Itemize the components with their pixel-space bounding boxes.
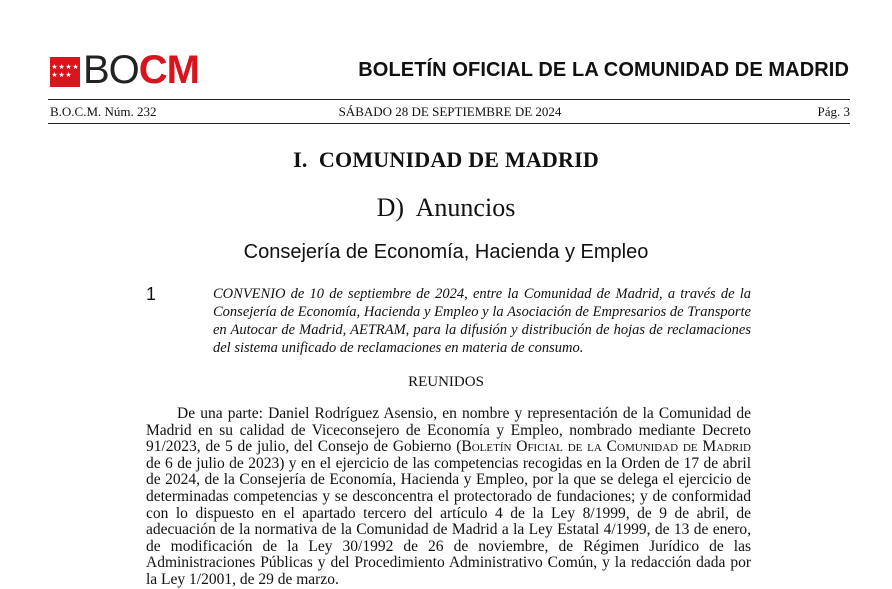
flag-star-icon: ★ (65, 63, 72, 71)
subsection-title: D) Anuncios (376, 193, 516, 222)
paragraph-smallcaps: Boletín Oficial de la Comunidad de Madrid (461, 438, 752, 456)
issue-date: SÁBADO 28 DE SEPTIEMBRE DE 2024 (338, 104, 562, 119)
paragraph-text-2: de 6 de julio de 2023) y en el ejercicio de las competencias recogidas en la Orden de 17 de abril de 2024, de la Consejería de Economía, Hacienda y Empleo, por la que se delega el ejercicio de determinadas competencias y se desconcentra el protectorado de fundaciones; y de conformidad con lo dispuesto en el apartado tercero del artículo 4 de la Ley 8/1999, de 9 de abril, de adecuación de la normativa de la Comunidad de Madrid a la Ley Estatal 4/1999, de 13 de enero, de modificación de la Ley 30/1992 de 26 de noviembre, de Régimen Jurídico de las Administraciones Públicas y del Procedimiento Administrativo Común, y la redacción dada por la Ley 1/2001, de 29 de marzo. (146, 454, 751, 588)
page-number: Pág. 3 (817, 104, 850, 119)
bocm-logo (50, 48, 200, 92)
header-divider-bottom (48, 123, 850, 124)
flag-star-icon: ★ (51, 71, 58, 79)
logo-text-regular: BO (83, 48, 139, 92)
logo-text-bold: CM (138, 48, 200, 92)
flag-star-icon: ★ (72, 63, 79, 71)
department-name: Consejería de Economía, Hacienda y Empleo (243, 241, 649, 263)
announcement-summary: CONVENIO de 10 de septiembre de 2024, entre la Comunidad de Madrid, a través de la Consejería de Economía, Hacienda y Empleo y la Asociación de Empresarios de Transporte en Autocar de Madrid, AETRAM, para la difusión y distribución de hojas de reclamaciones del sistema unificado de reclamaciones en materia de consumo. (213, 286, 751, 356)
madrid-flag-icon (50, 57, 80, 87)
body-paragraph (146, 406, 751, 589)
flag-star-icon: ★ (58, 71, 65, 79)
flag-star-icon: ★ (51, 63, 58, 71)
announcement-number: 1 (146, 284, 157, 304)
flag-star-icon: ★ (65, 71, 72, 79)
issue-number: B.O.C.M. Núm. 232 (50, 104, 157, 119)
paragraph-text-1: De una parte: Daniel Rodríguez Asensio, en nombre y representación de la Comunidad de Madrid en su calidad de Viceconsejero de Economía y Empleo, nombrado mediante Decreto 91/2023, de 5 de julio, del Consejo de Gobierno ( (146, 405, 751, 456)
reunidos-heading: REUNIDOS (408, 374, 484, 390)
flag-star-icon: ★ (58, 63, 65, 71)
publication-title: BOLETÍN OFICIAL DE LA COMUNIDAD DE MADRID (358, 59, 849, 81)
header-divider-top (48, 99, 850, 100)
section-title: I. COMUNIDAD DE MADRID (293, 147, 599, 172)
logo-wordmark (83, 48, 200, 92)
